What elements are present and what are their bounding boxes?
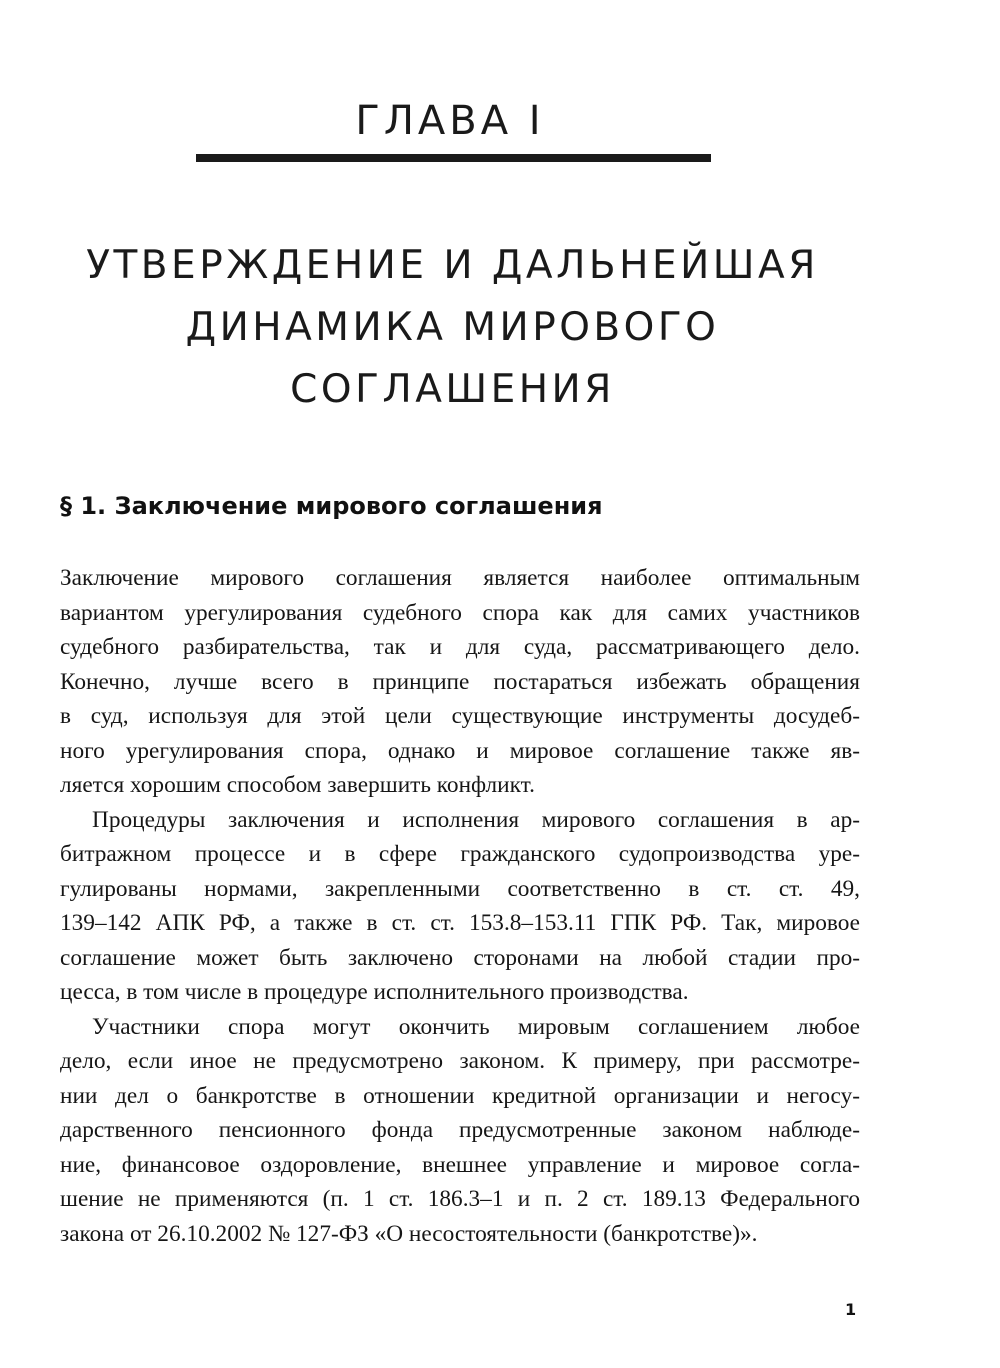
- text-line: дело, если иное не предусмотрено законом. К примеру, при рассмотре-: [60, 1048, 860, 1074]
- text-line: нии дел о банкротстве в отношении кредитной организации и негосу-: [60, 1082, 860, 1109]
- body-text: [60, 561, 860, 1251]
- text-line: закона от 26.10.2002 № 127-ФЗ «О несостоятельности (банкротстве)».: [60, 1220, 758, 1247]
- text-line: ляется хорошим способом завершить конфликт.: [60, 772, 535, 798]
- text-line: Заключение мирового соглашения является наиболее оптимальным: [60, 565, 860, 591]
- text-line: Процедуры заключения и исполнения мирового соглашения в ар-: [92, 806, 860, 833]
- text-line: в суд, используя для этой цели существующие инструменты досудеб-: [60, 703, 860, 729]
- text-line: вариантом урегулирования судебного спора как для самих участников: [60, 599, 860, 626]
- text-line: шение не применяются (п. 1 ст. 186.3–1 и п. 2 ст. 189.13 Федерального: [60, 1186, 860, 1212]
- chapter-divider: [196, 154, 711, 162]
- chapter-title-line: УТВЕРЖДЕНИЕ И ДАЛЬНЕЙШАЯ: [86, 243, 819, 288]
- text-line: соглашение может быть заключено сторонами на любой стадии про-: [60, 944, 860, 971]
- chapter-label: ГЛАВА I: [355, 98, 545, 144]
- text-line: ние, финансовое оздоровление, внешнее управление и мировое согла-: [60, 1151, 860, 1178]
- text-line: цесса, в том числе в процедуре исполнительного производства.: [60, 979, 689, 1005]
- text-line: Конечно, лучше всего в принципе постараться избежать обращения: [60, 668, 860, 695]
- text-line: битражном процессе и в сфере гражданского судопроизводства уре-: [60, 841, 860, 867]
- section-heading: § 1. Заключение мирового соглашения: [60, 492, 603, 520]
- chapter-title-line: ДИНАМИКА МИРОВОГО: [185, 305, 720, 350]
- paragraph: [60, 803, 860, 1010]
- text-line: гулированы нормами, закрепленными соответственно в ст. ст. 49,: [60, 875, 860, 902]
- paragraph: [60, 561, 860, 803]
- text-line: судебного разбирательства, так и для суда, рассматривающего дело.: [60, 634, 860, 660]
- text-line: дарственного пенсионного фонда предусмотренные законом наблюде-: [60, 1117, 860, 1143]
- text-line: 139–142 АПК РФ, а также в ст. ст. 153.8–153.11 ГПК РФ. Так, мировое: [60, 910, 860, 936]
- chapter-title-line: СОГЛАШЕНИЯ: [290, 367, 615, 412]
- text-line: ного урегулирования спора, однако и мировое соглашение также яв-: [60, 737, 860, 764]
- chapter-title: [0, 235, 905, 421]
- page-number: 1: [845, 1300, 857, 1319]
- text-line: Участники спора могут окончить мировым соглашением любое: [92, 1013, 860, 1040]
- paragraph: [60, 1010, 860, 1252]
